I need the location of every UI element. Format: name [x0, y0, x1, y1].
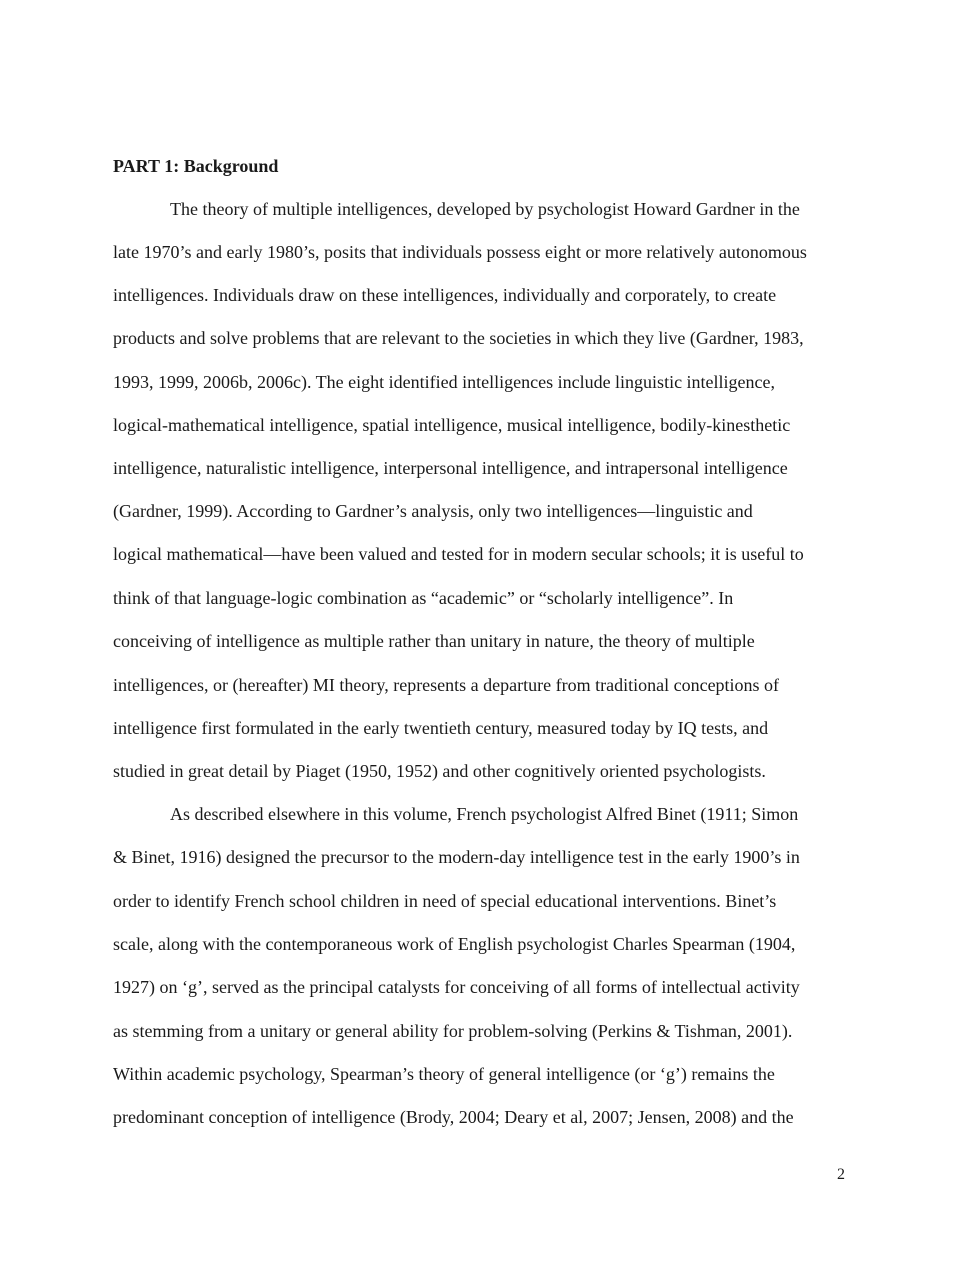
- paragraph-1-line-2: late 1970’s and early 1980’s, posits that individuals possess eight or more relatively autonomous: [113, 242, 807, 262]
- paragraph-1-line-1: The theory of multiple intelligences, developed by psychologist Howard Gardner in the: [170, 199, 800, 219]
- paragraph-2-line-6: as stemming from a unitary or general ability for problem-solving (Perkins & Tishman, 2001).: [113, 1021, 793, 1041]
- paragraph-1-line-13: intelligence first formulated in the early twentieth century, measured today by IQ tests, and: [113, 718, 769, 738]
- section-heading: PART 1: Background: [113, 156, 279, 176]
- paragraph-1-line-5: 1993, 1999, 2006b, 2006c). The eight identified intelligences include linguistic intelligence,: [113, 372, 776, 392]
- paragraph-2-line-5: 1927) on ‘g’, served as the principal catalysts for conceiving of all forms of intellectual activity: [113, 977, 800, 997]
- paragraph-2-line-8: predominant conception of intelligence (Brody, 2004; Deary et al, 2007; Jensen, 2008) and the: [113, 1107, 794, 1127]
- paragraph-1-line-4: products and solve problems that are relevant to the societies in which they live (Gardner, 1983,: [113, 328, 804, 348]
- page-number: 2: [837, 1166, 845, 1183]
- paragraph-1-line-9: logical mathematical—have been valued and tested for in modern secular schools; it is useful to: [113, 544, 804, 564]
- paragraph-2-line-4: scale, along with the contemporaneous work of English psychologist Charles Spearman (1904,: [113, 934, 796, 954]
- paragraph-1-line-3: intelligences. Individuals draw on these intelligences, individually and corporately, to create: [113, 285, 777, 305]
- paragraph-1-line-10: think of that language-logic combination as “academic” or “scholarly intelligence”. In: [113, 588, 734, 608]
- paragraph-2-line-2: & Binet, 1916) designed the precursor to the modern-day intelligence test in the early 1900’s in: [113, 847, 800, 867]
- paragraph-1-line-8: (Gardner, 1999). According to Gardner’s analysis, only two intelligences—linguistic and: [113, 501, 753, 521]
- paragraph-2-line-7: Within academic psychology, Spearman’s theory of general intelligence (or ‘g’) remains the: [113, 1064, 775, 1084]
- paragraph-1-line-14: studied in great detail by Piaget (1950, 1952) and other cognitively oriented psychologists.: [113, 761, 766, 781]
- paragraph-1-line-7: intelligence, naturalistic intelligence, interpersonal intelligence, and intrapersonal intelligence: [113, 458, 788, 478]
- paragraph-2-line-3: order to identify French school children in need of special educational interventions. Binet’s: [113, 891, 777, 911]
- paragraph-1-line-6: logical-mathematical intelligence, spatial intelligence, musical intelligence, bodily-kinesthetic: [113, 415, 791, 435]
- paragraph-1-line-11: conceiving of intelligence as multiple rather than unitary in nature, the theory of multiple: [113, 631, 755, 651]
- paragraph-1-line-12: intelligences, or (hereafter) MI theory, represents a departure from traditional conceptions of: [113, 675, 780, 695]
- paragraph-2-line-1: As described elsewhere in this volume, French psychologist Alfred Binet (1911; Simon: [170, 804, 799, 824]
